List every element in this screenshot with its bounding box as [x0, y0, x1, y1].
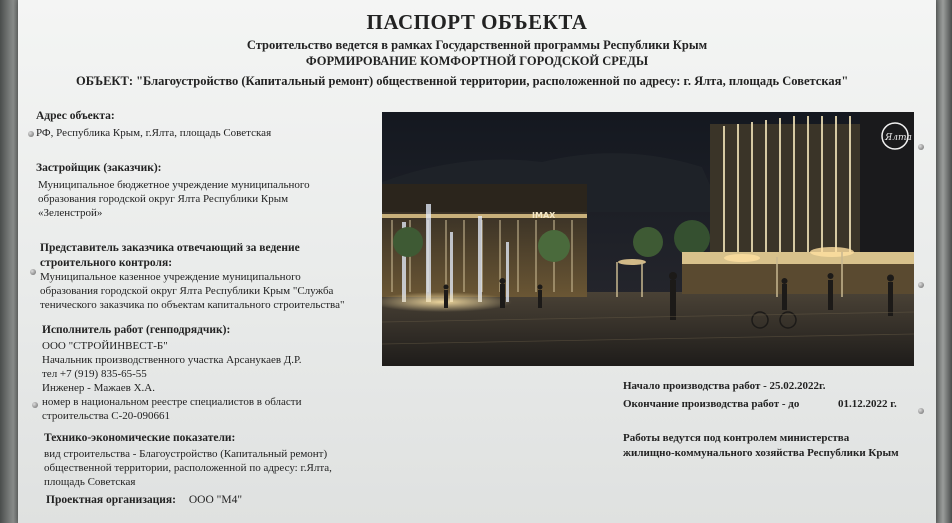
developer-line: образования городской округ Ялта Республики Крым	[38, 193, 289, 205]
contractor-line: тел +7 (919) 835-65-55	[42, 368, 147, 380]
contractor-label: Исполнитель работ (генподрядчик):	[42, 324, 231, 336]
design-org-value: ООО "М4"	[188, 494, 243, 506]
address-label: Адрес объекта:	[36, 110, 115, 122]
work-start: Начало производства работ - 25.02.2022г.	[623, 380, 826, 392]
representative-line: образования городской округ Ялта Республики Крым "Служба	[40, 285, 334, 297]
design-org-row	[46, 494, 242, 506]
contractor-text	[42, 339, 302, 423]
work-end-label: Окончание производства работ - до	[623, 398, 800, 410]
contractor-line: Инженер - Мажаев Х.А.	[42, 382, 155, 394]
developer-line: «Зеленстрой»	[38, 207, 103, 219]
developer-label: Застройщик (заказчик):	[36, 162, 162, 174]
object-passport-sign	[18, 0, 936, 523]
screw-icon	[28, 131, 34, 137]
screw-icon	[918, 144, 924, 150]
screw-icon	[918, 282, 924, 288]
work-end-date: 01.12.2022 г.	[838, 398, 897, 410]
object-line: ОБЪЕКТ: "Благоустройство (Капитальный ремонт) общественной территории, расположенной по адресу: г. Ялта, площадь Советская"	[76, 74, 849, 88]
indicators-line: вид строительства - Благоустройство (Капитальный ремонт)	[44, 448, 328, 460]
representative-text	[40, 270, 344, 312]
project-rendering	[382, 112, 914, 366]
representative-label-line: Представитель заказчика отвечающий за ведение	[40, 242, 300, 254]
indicators-label: Технико-экономические показатели:	[44, 432, 236, 444]
indicators-text	[44, 447, 332, 489]
control-line: жилищно-коммунального хозяйства Республики Крым	[623, 447, 899, 459]
contractor-line: номер в национальном реестре специалистов в области	[42, 396, 302, 408]
sign-title: ПАСПОРТ ОБЪЕКТА	[366, 10, 588, 34]
design-org-label: Проектная организация:	[46, 494, 176, 506]
control-line: Работы ведутся под контролем министерства	[623, 432, 850, 444]
indicators-line: общественной территории, расположенной по адресу: г.Ялта,	[44, 462, 332, 474]
developer-line: Муниципальное бюджетное учреждение муниципального	[38, 179, 310, 191]
control-note	[623, 431, 899, 461]
contractor-line: строительства С-20-090661	[42, 410, 170, 422]
representative-label-line: строительного контроля:	[40, 257, 173, 269]
program-subtitle: Строительство ведется в рамках Государственной программы Республики Крым	[246, 38, 708, 52]
address-value: РФ, Республика Крым, г.Ялта, площадь Советская	[36, 127, 272, 139]
screw-icon	[30, 269, 36, 275]
representative-line: теничеcкого заказчика по объектам капитального строительства"	[40, 299, 345, 311]
right-fence-post	[934, 0, 952, 523]
representative-line: Муниципальное казенное учреждение муниципального	[40, 271, 301, 283]
rendering-scene	[382, 112, 914, 366]
contractor-line: Начальник производственного участка Арсанукаев Д.Р.	[42, 354, 302, 366]
indicators-line: площадь Советская	[44, 476, 136, 488]
developer-text	[38, 178, 310, 220]
program-name: ФОРМИРОВАНИЕ КОМФОРТНОЙ ГОРОДСКОЙ СРЕДЫ	[305, 54, 649, 68]
representative-label	[40, 241, 300, 271]
screw-icon	[918, 408, 924, 414]
yalta-logo-text: Ялта	[885, 133, 912, 143]
screw-icon	[32, 402, 38, 408]
contractor-line: ООО "СТРОЙИНВЕСТ-Б"	[42, 340, 168, 352]
cinema-sign: IMAX	[532, 211, 556, 220]
